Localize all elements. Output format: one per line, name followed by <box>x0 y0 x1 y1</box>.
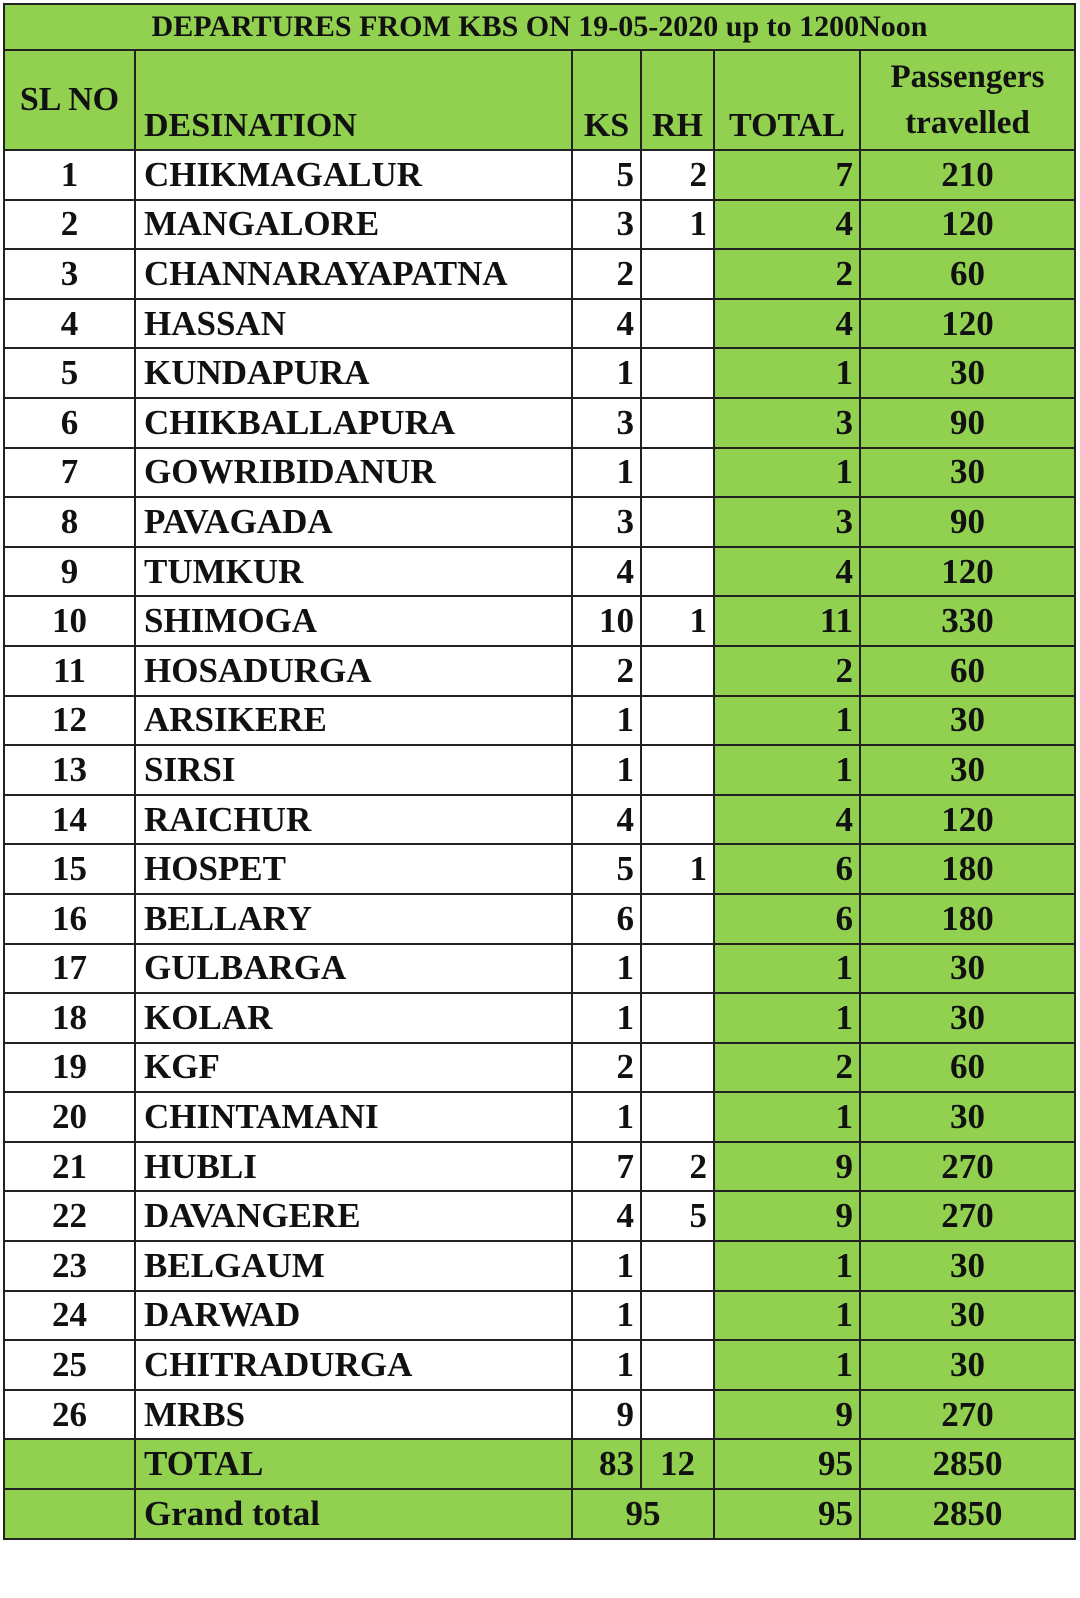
cell-destination: KGF <box>135 1043 572 1093</box>
cell-total: 9 <box>714 1191 860 1241</box>
cell-rh <box>641 993 714 1043</box>
cell-sl-no: 16 <box>4 894 135 944</box>
cell-destination: HUBLI <box>135 1142 572 1192</box>
total-row-label: TOTAL <box>135 1439 572 1489</box>
total-row-ks: 83 <box>572 1439 641 1489</box>
table-row <box>4 795 1075 845</box>
cell-total: 1 <box>714 348 860 398</box>
cell-total: 7 <box>714 150 860 200</box>
table-row <box>4 398 1075 448</box>
cell-ks: 3 <box>572 497 641 547</box>
cell-destination: CHIKMAGALUR <box>135 150 572 200</box>
cell-destination: BELGAUM <box>135 1241 572 1291</box>
cell-sl-no: 14 <box>4 795 135 845</box>
cell-sl-no: 15 <box>4 844 135 894</box>
title-row <box>4 4 1075 50</box>
cell-rh <box>641 547 714 597</box>
cell-sl-no: 25 <box>4 1340 135 1390</box>
cell-passengers: 90 <box>860 497 1075 547</box>
cell-total: 1 <box>714 944 860 994</box>
cell-sl-no: 17 <box>4 944 135 994</box>
cell-sl-no: 8 <box>4 497 135 547</box>
cell-destination: GOWRIBIDANUR <box>135 448 572 498</box>
cell-sl-no: 18 <box>4 993 135 1043</box>
cell-rh <box>641 1340 714 1390</box>
cell-ks: 1 <box>572 1291 641 1341</box>
cell-rh <box>641 944 714 994</box>
cell-passengers: 30 <box>860 1291 1075 1341</box>
cell-passengers: 30 <box>860 1340 1075 1390</box>
header-passengers <box>860 50 1075 150</box>
cell-passengers: 210 <box>860 150 1075 200</box>
grand-total-row <box>4 1489 1075 1539</box>
cell-rh <box>641 398 714 448</box>
table-row <box>4 1092 1075 1142</box>
cell-passengers: 330 <box>860 596 1075 646</box>
cell-sl-no: 19 <box>4 1043 135 1093</box>
header-rh: RH <box>641 50 714 150</box>
cell-rh <box>641 497 714 547</box>
table-row <box>4 1390 1075 1440</box>
cell-total: 4 <box>714 200 860 250</box>
cell-sl-no: 6 <box>4 398 135 448</box>
cell-passengers: 60 <box>860 249 1075 299</box>
cell-rh <box>641 299 714 349</box>
cell-ks: 9 <box>572 1390 641 1440</box>
cell-rh <box>641 894 714 944</box>
table-row <box>4 200 1075 250</box>
table-row <box>4 1043 1075 1093</box>
cell-passengers: 90 <box>860 398 1075 448</box>
cell-total: 4 <box>714 795 860 845</box>
grand-total-total: 95 <box>714 1489 860 1539</box>
header-passengers-line2: travelled <box>905 105 1030 141</box>
cell-passengers: 120 <box>860 299 1075 349</box>
cell-total: 6 <box>714 894 860 944</box>
cell-destination: PAVAGADA <box>135 497 572 547</box>
cell-total: 1 <box>714 1291 860 1341</box>
cell-destination: CHANNARAYAPATNA <box>135 249 572 299</box>
cell-sl-no: 22 <box>4 1191 135 1241</box>
total-row <box>4 1439 1075 1489</box>
cell-passengers: 120 <box>860 200 1075 250</box>
cell-ks: 3 <box>572 398 641 448</box>
cell-rh <box>641 348 714 398</box>
cell-destination: ARSIKERE <box>135 696 572 746</box>
cell-rh <box>641 1241 714 1291</box>
cell-sl-no: 2 <box>4 200 135 250</box>
total-row-rh: 12 <box>641 1439 714 1489</box>
cell-total: 1 <box>714 1241 860 1291</box>
cell-ks: 1 <box>572 993 641 1043</box>
table-row <box>4 894 1075 944</box>
cell-passengers: 120 <box>860 795 1075 845</box>
cell-ks: 1 <box>572 448 641 498</box>
cell-rh <box>641 448 714 498</box>
departures-table <box>3 3 1076 1540</box>
table-row <box>4 1191 1075 1241</box>
cell-sl-no: 9 <box>4 547 135 597</box>
cell-destination: MRBS <box>135 1390 572 1440</box>
cell-destination: SHIMOGA <box>135 596 572 646</box>
cell-rh <box>641 1291 714 1341</box>
cell-ks: 4 <box>572 299 641 349</box>
cell-total: 3 <box>714 398 860 448</box>
cell-destination: MANGALORE <box>135 200 572 250</box>
cell-passengers: 270 <box>860 1191 1075 1241</box>
cell-ks: 5 <box>572 844 641 894</box>
cell-rh: 2 <box>641 150 714 200</box>
table-row <box>4 696 1075 746</box>
cell-passengers: 30 <box>860 348 1075 398</box>
cell-rh: 1 <box>641 596 714 646</box>
table-row <box>4 646 1075 696</box>
cell-sl-no: 10 <box>4 596 135 646</box>
cell-ks: 4 <box>572 547 641 597</box>
cell-rh: 1 <box>641 844 714 894</box>
table-row <box>4 547 1075 597</box>
cell-passengers: 120 <box>860 547 1075 597</box>
table-row <box>4 993 1075 1043</box>
cell-total: 4 <box>714 299 860 349</box>
cell-total: 1 <box>714 993 860 1043</box>
cell-total: 1 <box>714 1092 860 1142</box>
cell-passengers: 30 <box>860 1092 1075 1142</box>
cell-destination: DAVANGERE <box>135 1191 572 1241</box>
cell-rh <box>641 795 714 845</box>
cell-rh <box>641 696 714 746</box>
cell-total: 2 <box>714 1043 860 1093</box>
cell-total: 1 <box>714 1340 860 1390</box>
table-row <box>4 448 1075 498</box>
cell-destination: KOLAR <box>135 993 572 1043</box>
cell-rh <box>641 249 714 299</box>
header-passengers-line1: Passengers <box>890 59 1045 95</box>
table-row <box>4 1291 1075 1341</box>
table-row <box>4 299 1075 349</box>
cell-ks: 2 <box>572 1043 641 1093</box>
cell-total: 2 <box>714 646 860 696</box>
cell-total: 11 <box>714 596 860 646</box>
cell-destination: RAICHUR <box>135 795 572 845</box>
total-row-total: 95 <box>714 1439 860 1489</box>
table-body <box>4 150 1075 1439</box>
total-row-passengers: 2850 <box>860 1439 1075 1489</box>
cell-total: 9 <box>714 1390 860 1440</box>
cell-sl-no: 12 <box>4 696 135 746</box>
cell-passengers: 180 <box>860 894 1075 944</box>
cell-passengers: 30 <box>860 745 1075 795</box>
table-row <box>4 497 1075 547</box>
cell-sl-no: 26 <box>4 1390 135 1440</box>
cell-sl-no: 5 <box>4 348 135 398</box>
cell-rh: 2 <box>641 1142 714 1192</box>
cell-passengers: 30 <box>860 944 1075 994</box>
cell-destination: DARWAD <box>135 1291 572 1341</box>
cell-total: 1 <box>714 696 860 746</box>
cell-ks: 1 <box>572 1092 641 1142</box>
cell-total: 3 <box>714 497 860 547</box>
cell-total: 9 <box>714 1142 860 1192</box>
cell-sl-no: 13 <box>4 745 135 795</box>
cell-total: 2 <box>714 249 860 299</box>
cell-sl-no: 20 <box>4 1092 135 1142</box>
cell-destination: KUNDAPURA <box>135 348 572 398</box>
cell-sl-no: 7 <box>4 448 135 498</box>
cell-total: 1 <box>714 448 860 498</box>
cell-destination: TUMKUR <box>135 547 572 597</box>
cell-sl-no: 23 <box>4 1241 135 1291</box>
cell-destination: CHIKBALLAPURA <box>135 398 572 448</box>
table-row <box>4 348 1075 398</box>
cell-destination: SIRSI <box>135 745 572 795</box>
cell-destination: CHINTAMANI <box>135 1092 572 1142</box>
cell-ks: 2 <box>572 249 641 299</box>
cell-total: 1 <box>714 745 860 795</box>
cell-ks: 3 <box>572 200 641 250</box>
cell-ks: 4 <box>572 795 641 845</box>
header-row <box>4 50 1075 150</box>
cell-passengers: 180 <box>860 844 1075 894</box>
cell-ks: 4 <box>572 1191 641 1241</box>
cell-total: 4 <box>714 547 860 597</box>
table-row <box>4 596 1075 646</box>
cell-destination: BELLARY <box>135 894 572 944</box>
table-row <box>4 1241 1075 1291</box>
cell-rh <box>641 1092 714 1142</box>
cell-passengers: 270 <box>860 1390 1075 1440</box>
table-row <box>4 1340 1075 1390</box>
cell-rh: 1 <box>641 200 714 250</box>
cell-ks: 2 <box>572 646 641 696</box>
header-destination: DESINATION <box>135 50 572 150</box>
cell-ks: 1 <box>572 745 641 795</box>
grand-total-passengers: 2850 <box>860 1489 1075 1539</box>
grand-total-sl-empty <box>4 1489 135 1539</box>
cell-sl-no: 4 <box>4 299 135 349</box>
header-sl-no: SL NO <box>4 50 135 150</box>
cell-ks: 6 <box>572 894 641 944</box>
cell-sl-no: 1 <box>4 150 135 200</box>
cell-rh <box>641 1043 714 1093</box>
cell-sl-no: 3 <box>4 249 135 299</box>
cell-passengers: 30 <box>860 696 1075 746</box>
table-title: DEPARTURES FROM KBS ON 19-05-2020 up to 1200Noon <box>4 4 1075 50</box>
cell-ks: 7 <box>572 1142 641 1192</box>
cell-passengers: 60 <box>860 1043 1075 1093</box>
cell-rh <box>641 1390 714 1440</box>
table-row <box>4 150 1075 200</box>
header-ks: KS <box>572 50 641 150</box>
cell-rh: 5 <box>641 1191 714 1241</box>
cell-sl-no: 21 <box>4 1142 135 1192</box>
cell-ks: 1 <box>572 348 641 398</box>
cell-ks: 10 <box>572 596 641 646</box>
grand-total-label: Grand total <box>135 1489 572 1539</box>
cell-passengers: 30 <box>860 993 1075 1043</box>
cell-ks: 1 <box>572 696 641 746</box>
cell-ks: 1 <box>572 1340 641 1390</box>
header-total: TOTAL <box>714 50 860 150</box>
cell-rh <box>641 646 714 696</box>
cell-passengers: 60 <box>860 646 1075 696</box>
table-row <box>4 844 1075 894</box>
grand-total-ks-rh: 95 <box>572 1489 714 1539</box>
table-row <box>4 1142 1075 1192</box>
cell-passengers: 270 <box>860 1142 1075 1192</box>
cell-sl-no: 24 <box>4 1291 135 1341</box>
table-footer <box>4 1439 1075 1538</box>
cell-destination: CHITRADURGA <box>135 1340 572 1390</box>
cell-destination: HOSADURGA <box>135 646 572 696</box>
cell-destination: GULBARGA <box>135 944 572 994</box>
cell-destination: HOSPET <box>135 844 572 894</box>
cell-rh <box>641 745 714 795</box>
cell-destination: HASSAN <box>135 299 572 349</box>
cell-ks: 1 <box>572 1241 641 1291</box>
cell-total: 6 <box>714 844 860 894</box>
cell-passengers: 30 <box>860 1241 1075 1291</box>
total-row-sl-empty <box>4 1439 135 1489</box>
table-row <box>4 249 1075 299</box>
table-row <box>4 745 1075 795</box>
cell-passengers: 30 <box>860 448 1075 498</box>
table-row <box>4 944 1075 994</box>
cell-sl-no: 11 <box>4 646 135 696</box>
cell-ks: 1 <box>572 944 641 994</box>
cell-ks: 5 <box>572 150 641 200</box>
